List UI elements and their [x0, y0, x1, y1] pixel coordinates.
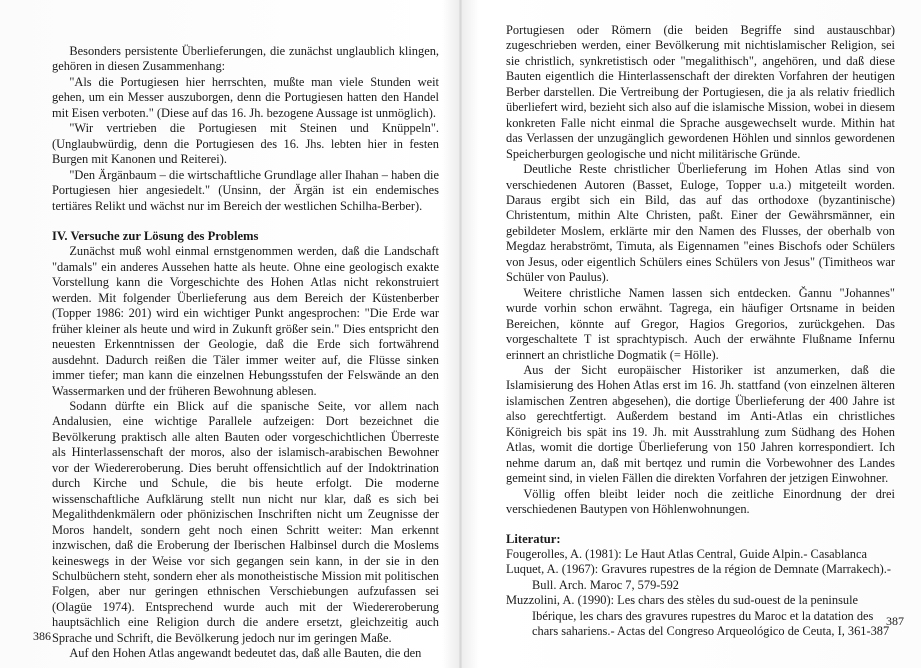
page-number: 387: [886, 614, 904, 628]
paragraph: Weitere christliche Namen lassen sich entdecken. Ğannu "Johannes" wurde vorhin schon erwähnt. Tagrega, ein häufiger Ortsname in beiden Bereichen, könnte auf Gregor, Hagios Gregorios, zurückgehen. Das vorgeschaltete T ist sprachtypisch. Auch der erwähnte Flußname Infernu erinnert an christliche Dogmatik (= Hölle).: [506, 285, 895, 362]
right-text-column: [506, 23, 895, 640]
quote-paragraph: "Als die Portugiesen hier herrschten, mußte man viele Stunden weit gehen, um ein Messer auszuborgen, denn die Portugiesen hatten den Handel mit Eisen verboten." (Diese auf das 16. Jh. bezogene Aussage ist unmöglich).: [52, 74, 439, 120]
quote-paragraph: "Den Ärgänbaum – die wirtschaftliche Grundlage aller Ihahan – haben die Portugiesen hier angesiedelt." (Unsinn, der Ärgän ist ein endemisches tertiäres Relikt und wächst nur im Bereich der westlichen Schilha-Berber).: [52, 167, 439, 213]
reference-entry: Luquet, A. (1967): Gravures rupestres de la région de Demnate (Marrakech).- Bull. Arch. Maroc 7, 579-592: [506, 562, 891, 592]
paragraph: Sodann dürfte ein Blick auf die spanische Seite, vor allem nach Andalusien, eine wichtige Parallele aufzeigen: Dort bezeichnet die Bevölkerung praktisch alle alten Bauten oder vorgeschichtlichen Überreste als Hinterlassenschaft der moros, also der islamisch-arabischen Bewohner vor der Wiedereroberung. Dies beruht offensichtlich auf der Indoktrination durch Kirche und Schule, die bis heute erfolgt. Die moderne wissenschaftliche Aufklärung stellt nun nicht nur klar, daß es sich bei Megalithdenkmälern oder phönizischen Inschriften nicht um Zeugnisse der Moros handelt, sondern geht noch einen Schritt weiter: Man erkennt inzwischen, daß die Eroberung der Iberischen Halbinsel durch die Moslems keineswegs in der Weise vor sich gegangen sein kann, in der sie in den Schulbüchern steht, sondern eher als monotheistische Mission mit politischen Folgen, aber nur geringen ethnischen Verschiebungen aufzufassen sei (Olagüe 1974). Entsprechend wurde auch mit der Wiedereroberung hauptsächlich eine Religion durch die andere ersetzt, gleichzeitig auch Sprache und Schrift, die Bevölkerung jedoch nur im geringen Maße.: [52, 398, 439, 645]
section-heading: IV. Versuche zur Lösung des Problems: [52, 228, 259, 243]
paragraph: Portugiesen oder Römern (die beiden Begriffe sind austauschbar) zugeschrieben werden, einer Bevölkerung mit nichtislamischer Religion, sei sie christlich, synkretistisch oder "megalithisch", angehören, und daß diese Bauten eigentlich die Hinterlassenschaft der direkten Vorfahren der heutigen Berber darstellen. Die Vertreibung der Portugiesen, die ja als relativ friedlich überliefert wird, bezieht sich also auf die islamische Mission, wobei in diesem konkreten Falle nicht einmal die Sprache ausgewechselt wurde. Mithin hat das Verlassen der unzugänglich gewordenen Höhlen und sinnlos gewordenen Speicherburgen geologische und nicht militärische Gründe.: [506, 23, 895, 161]
right-page: [461, 0, 921, 668]
paragraph: Aus der Sicht europäischer Historiker ist anzumerken, daß die Islamisierung des Hohen Atlas erst im 16. Jh. stattfand (von einzelnen älteren islamischen Zentren abgesehen), die dortige Überlieferung der 400 Jahre ist also gerechtfertigt. Außerdem bestand im Anti-Atlas ein christliches Königreich bis spät ins 19. Jh. mit Ausstrahlung zum Südhang des Hohen Atlas, womit die dortige Überlieferung von 150 Jahren korrespondiert. Ich nehme darum an, daß mit bertqez und rumin die Vorbewohner des Landes gemeint sind, in vielen Fällen die direkten Vorfahren der jetzigen Einwohner.: [506, 362, 895, 486]
paragraph: Zunächst muß wohl einmal ernstgenommen werden, daß die Landschaft "damals" ein anderes Aussehen hatte als heute. Ohne eine geologisch exakte Vorstellung kann die Vorgeschichte des Hohen Atlas nicht rekonstruiert werden. Mit folgender Überlieferung aus dem Bereich der Küstenberber (Topper 1986: 201) wird ein wichtiger Punkt angesprochen: "Die Erde war früher kleiner als heute und wird in Zukunft größer sein." Dies entspricht den neuesten Erkenntnissen der Geologie, daß die Erde sich fortwährend ausdehnt. Dadurch reißen die Täler immer weiter auf, die Flüsse sinken immer tiefer; man kann die einzelnen Hebungsstufen der Felswände an den Wassermarken und der früheren Bewohnung ablesen.: [52, 244, 439, 398]
reference-entry: Muzzolini, A. (1990): Les chars des stèles du sud-ouest de la peninsule Ibérique, les chars des gravures rupestres du Maroc et la datation des chars sahariens.- Actas del Congreso Arqueológico de Ceuta, I, 361-387: [506, 593, 890, 639]
reference-list: [506, 547, 895, 640]
paragraph: Völlig offen bleibt leider noch die zeitliche Einordnung der drei verschiedenen Bautypen von Höhlenwohnungen.: [506, 486, 895, 517]
literature-heading: Literatur:: [506, 531, 561, 546]
page-number: 386: [33, 629, 51, 643]
left-page: [0, 0, 460, 668]
paragraph: Deutliche Reste christlicher Überlieferung im Hohen Atlas sind von verschiedenen Autoren (Basset, Euloge, Topper u.a.) mitgeteilt worden. Daraus ergibt sich ein Bild, das auf das orthodoxe (byzantinische) Christentum, mithin Alte Christen, paßt. Einer der Gewährsmänner, ein gebildeter Moslem, erklärte mir den Namen des Flusses, der oberhalb von Megdaz herabströmt, Timuta, als Eigennamen "eines Bischofs oder Schülers von Jesus, oder eigentlich Schülers eines Schülers von Jesus" (Timitheos war Schüler von Paulus).: [506, 162, 895, 285]
reference-entry: Fougerolles, A. (1981): Le Haut Atlas Central, Guide Alpin.- Casablanca: [506, 546, 867, 561]
quote-paragraph: "Wir vertrieben die Portugiesen mit Steinen und Knüppeln". (Unglaubwürdig, denn die Portugiesen des 16. Jhs. lebten hier in festen Burgen mit Kanonen und Reiterei).: [52, 121, 439, 167]
left-text-column: [52, 44, 439, 662]
paragraph: Besonders persistente Überlieferungen, die zunächst unglaublich klingen, gehören in diesen Zusammenhang:: [52, 44, 439, 74]
paragraph: Auf den Hohen Atlas angewandt bedeutet das, daß alle Bauten, die den: [69, 646, 422, 661]
